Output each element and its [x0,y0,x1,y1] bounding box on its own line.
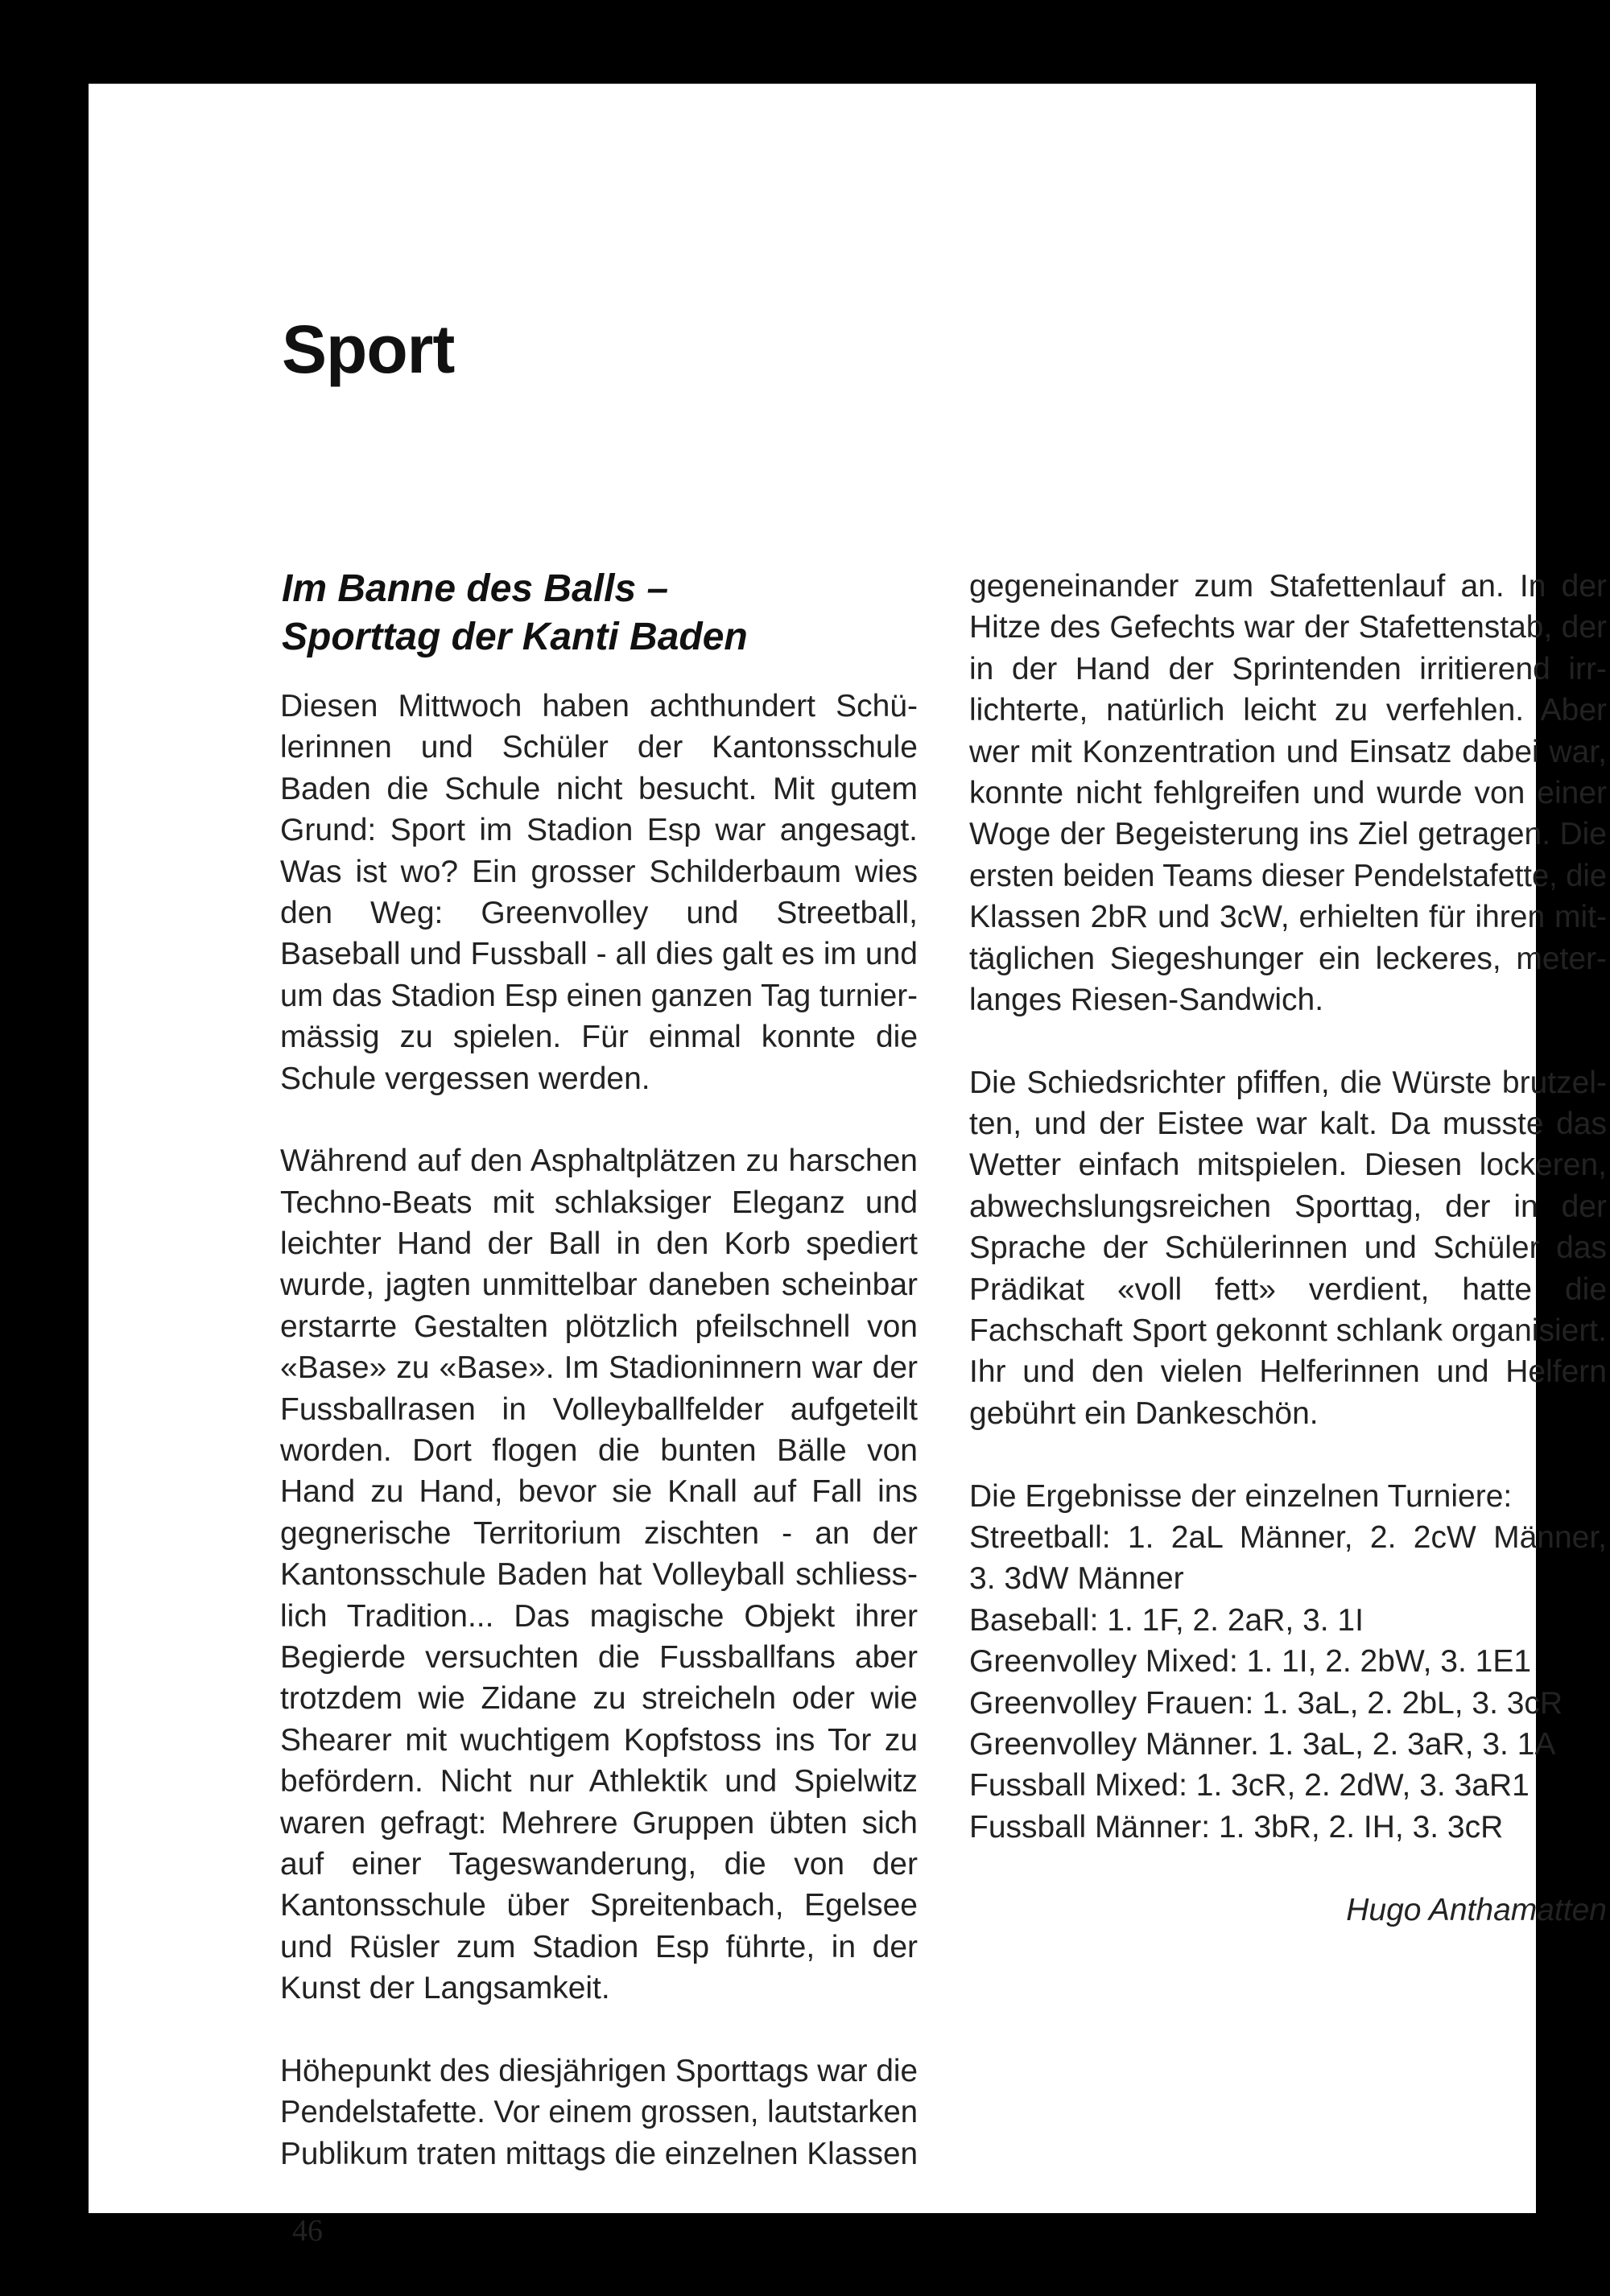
result-line [969,1807,1607,1848]
text-line [280,2092,918,2133]
text-line-content: Begierde versuchten die Fussballfans aber [280,1639,918,1675]
text-line [280,851,918,892]
text-line [280,769,918,810]
text-line-content: Grund: Sport im Stadion Esp war angesagt. [280,813,919,848]
text-line-content: Baseball und Fussball - all dies galt es im und [280,937,918,972]
text-line [969,1103,1607,1144]
text-line-content: erstarrte Gestalten plötzlich pfeilschnell von [280,1309,918,1344]
text-line-content: Fussballrasen in Volleyballfelder aufgeteilt [280,1391,918,1427]
paragraph [969,566,1607,1020]
text-line [969,897,1607,938]
text-line-content: Fussball Männer: 1. 3bR, 2. IH, 3. 3cR [969,1809,1504,1845]
text-line [280,1389,918,1430]
text-line [280,934,918,975]
page-number: 46 [292,2214,323,2248]
results-list [969,1476,1607,1849]
text-line [280,1761,918,1802]
text-line-content: Höhepunkt des diesjährigen Sporttags war die [280,2053,919,2088]
text-line-content: «Base» zu «Base». Im Stadioninnern war der [280,1350,918,1386]
text-line [969,1351,1607,1392]
text-line-content: auf einer Tageswanderung, die von der [280,1846,918,1882]
text-line-content: Die Schiedsrichter pfiffen, die Würste brutzel- [969,1065,1607,1100]
text-line [280,1678,918,1719]
text-line [969,979,1607,1020]
text-line [280,1554,918,1595]
text-line-content: Schule vergessen werden. [280,1061,650,1096]
author: Hugo Anthamatten [1346,1892,1607,1927]
text-line [280,727,918,768]
text-line [280,1347,918,1388]
text-line-content: trotzdem wie Zidane zu streicheln oder wie [280,1681,918,1717]
paragraph [280,2051,918,2174]
text-line-content: Kantonsschule über Spreitenbach, Egelsee [280,1888,918,1923]
text-line [969,566,1607,607]
text-line-content: Während auf den Asphaltplätzen zu harschen [280,1144,918,1179]
text-line [280,686,918,727]
text-line [280,1306,918,1347]
text-line-content: in der Hand der Sprintenden irritierend irr- [969,651,1607,686]
text-line-content: Sprache der Schülerinnen und Schüler das [969,1230,1607,1266]
text-line [280,1016,918,1057]
text-line-content: waren gefragt: Mehrere Gruppen übten sich [280,1805,918,1841]
text-line-content: Baden die Schule nicht besucht. Mit gutem [280,771,919,806]
text-line-content: Die Ergebnisse der einzelnen Turniere: [969,1478,1513,1514]
text-line [280,1596,918,1637]
paragraph [969,1062,1607,1435]
text-line [280,1058,918,1099]
left-column [280,686,918,2216]
text-line [280,892,918,934]
result-line [969,1765,1607,1806]
text-line [280,1264,918,1305]
page [89,84,1608,2248]
text-line-content: ten, und der Eistee war kalt. Da musste das [969,1107,1607,1142]
text-line-content: Prädikat «voll fett» verdient, hatte die [969,1272,1608,1307]
text-line-content: Greenvolley Mixed: 1. 1I, 2. 2bW, 3. 1E1 [969,1644,1532,1680]
results-heading [969,1476,1607,1517]
subheading-line: Im Banne des Balls – [282,567,669,610]
text-line [280,1885,918,1926]
text-line-content: Fachschaft Sport gekonnt schlank organisiert. [969,1313,1607,1349]
text-line [969,607,1607,648]
article-subheading [282,565,926,662]
text-line [969,855,1607,897]
text-line [969,1186,1607,1227]
text-line-content: abwechslungsreichen Sporttag, der in der [969,1189,1607,1224]
text-line-content: worden. Dort flogen die bunten Bälle von [280,1433,918,1469]
text-line [969,1310,1607,1351]
text-line-content: Baseball: 1. 1F, 2. 2aR, 3. 1I [969,1602,1364,1638]
text-line-content: Kunst der Langsamkeit. [280,1971,610,2006]
text-line [280,1430,918,1471]
text-line-content: lich Tradition... Das magische Objekt ihrer [280,1598,918,1634]
text-line [280,810,918,851]
text-line [969,1227,1607,1268]
text-line-content: Shearer mit wuchtigem Kopfstoss ins Tor zu [280,1722,919,1758]
result-line [969,1517,1607,1558]
text-line-content: lichterte, natürlich leicht zu verfehlen. Aber [969,693,1608,728]
text-line-content: wer mit Konzentration und Einsatz dabei war, [969,734,1607,769]
text-line-content: Was ist wo? Ein grosser Schilderbaum wies [280,854,919,889]
result-line [969,1600,1607,1641]
text-line [969,649,1607,690]
text-line-content: konnte nicht fehlgreifen und wurde von einer [969,775,1607,810]
text-line-content: langes Riesen-Sandwich. [969,982,1324,1017]
result-line [969,1641,1607,1682]
paragraph [280,1140,918,2009]
text-line-content: Diesen Mittwoch haben achthundert Schü- [280,689,919,723]
text-line-content: Kantonsschule Baden hat Volleyball schliess- [280,1557,919,1593]
result-line [969,1683,1607,1724]
text-line [280,1471,918,1512]
text-line [280,1513,918,1554]
text-line [280,1803,918,1844]
text-line [280,1140,918,1181]
text-line-content: Publikum traten mittags die einzelnen Klassen [280,2136,919,2171]
text-line [280,1844,918,1885]
text-line-content: Klassen 2bR und 3cW, erhielten für ihren mit- [969,900,1607,935]
text-line [280,1720,918,1761]
text-line [969,732,1607,773]
text-line-content: Woge der Begeisterung ins Ziel getragen. Die [969,817,1607,852]
text-line [969,690,1607,731]
text-line-content: gegeneinander zum Stafettenlauf an. In der [969,569,1607,604]
text-line-content: Hand zu Hand, bevor sie Knall auf Fall ins [280,1474,918,1510]
text-line-content: befördern. Nicht nur Athlektik und Spielwitz [280,1764,918,1799]
text-line [280,975,918,1016]
text-line-content: lerinnen und Schüler der Kantonsschule [280,730,918,765]
text-line [969,814,1607,855]
subheading-line: Sporttag der Kanti Baden [282,616,748,658]
text-line-content: Greenvolley Männer. 1. 3aL, 2. 3aR, 3. 1A [969,1726,1556,1762]
text-line [969,773,1607,814]
text-line-content: Hitze des Gefechts war der Stafettenstab, der [969,610,1608,645]
text-line [280,1927,918,1968]
text-line-content: Streetball: 1. 2aL Männer, 2. 2cW Männer, [969,1519,1607,1555]
text-line-content: ersten beiden Teams dieser Pendelstafette, die [969,858,1607,893]
text-line-content: Pendelstafette. Vor einem grossen, lautstarken [280,2095,918,2130]
text-line-content: täglichen Siegeshunger ein leckeres, meter- [969,941,1607,976]
text-line-content: mässig zu spielen. Für einmal konnte die [280,1020,919,1055]
text-line-content: gegnerische Territorium zischten - an der [280,1515,918,1551]
text-line [969,1269,1607,1310]
text-line [969,1393,1607,1434]
text-line [280,1637,918,1678]
text-line-content: den Weg: Greenvolley und Streetball, [280,895,919,930]
text-line [969,938,1607,979]
text-line [280,2051,918,2092]
text-line-content: wurde, jagten unmittelbar daneben scheinbar [280,1268,918,1303]
text-line-content: um das Stadion Esp einen ganzen Tag turnier- [280,978,919,1013]
result-line [969,1558,1607,1599]
text-line-content: und Rüsler zum Stadion Esp führte, in der [280,1929,919,1964]
text-line [280,1223,918,1264]
text-line [280,1182,918,1223]
text-line-content: Greenvolley Frauen: 1. 3aL, 2. 2bL, 3. 3cR [969,1685,1563,1721]
text-line-content: gebührt ein Dankeschön. [969,1395,1319,1431]
result-line [969,1724,1607,1765]
text-line-content: 3. 3dW Männer [969,1561,1184,1597]
right-column [969,566,1607,1931]
page-title: Sport [282,311,455,387]
text-line [280,1968,918,2009]
text-line-content: Fussball Mixed: 1. 3cR, 2. 2dW, 3. 3aR1 [969,1768,1530,1803]
paragraph [280,686,918,1099]
text-line-content: Ihr und den vielen Helferinnen und Helfern [969,1354,1607,1390]
text-line-content: Wetter einfach mitspielen. Diesen lockeren, [969,1148,1607,1183]
text-line-content: leichter Hand der Ball in den Korb spediert [280,1226,918,1262]
text-line [969,1062,1607,1103]
text-line [280,2133,918,2174]
text-line [969,1144,1607,1185]
text-line-content: Techno-Beats mit schlaksiger Eleganz und [280,1185,919,1220]
